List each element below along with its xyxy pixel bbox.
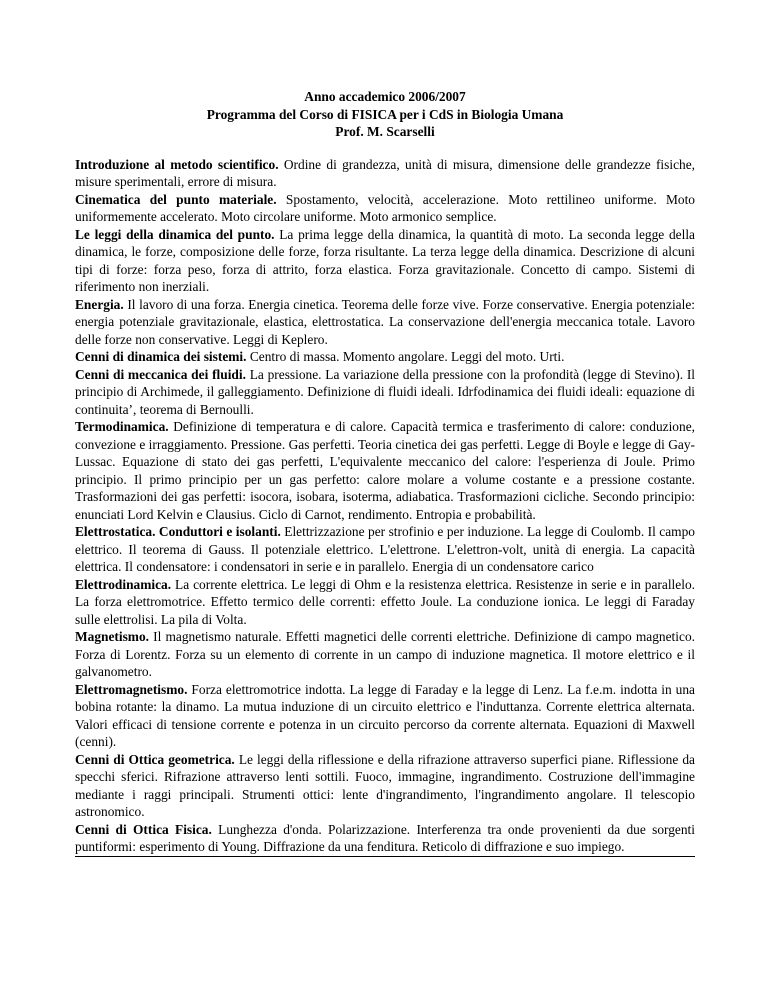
section-body: Il lavoro di una forza. Energia cinetica. Teorema delle forze vive. Forze conservative. Energia potenziale: energia potenziale gravitazionale, elastica, elettrostatica. La conservazione dell'energia meccanica totale. Lavoro delle forze non conservative. Leggi di Keplero. bbox=[75, 296, 695, 347]
professor-name: Prof. M. Scarselli bbox=[335, 124, 435, 139]
section-title: Cenni di Ottica Fisica. bbox=[75, 821, 212, 837]
section-elettrodinamica bbox=[75, 576, 695, 629]
section-cinematica bbox=[75, 191, 695, 226]
section-body: Il magnetismo naturale. Effetti magnetici delle correnti elettriche. Definizione di campo magnetico. Forza di Lorentz. Forza su un elemento di corrente in un campo di induzione magnetica. Il motore elettrico e il galvanometro. bbox=[75, 629, 695, 679]
section-title: Cenni di Ottica geometrica. bbox=[75, 751, 235, 767]
section-title: Energia. bbox=[75, 296, 124, 312]
section-title: Elettromagnetismo. bbox=[75, 681, 188, 697]
section-elettromagnetismo bbox=[75, 681, 695, 751]
section-ottica-fisica bbox=[75, 821, 695, 856]
section-body: La prima legge della dinamica, la quantità di moto. La seconda legge della dinamica, le forze, composizione delle forze, forza risultante. La terza legge della dinamica. Descrizione di alcuni tipi di forze: forza peso, forza di attrito, forza elastica. Forza gravitazionale. Concetto di campo. Sistemi di riferimento non inerziali. bbox=[75, 226, 695, 294]
section-body: La pressione. La variazione della pressione con la profondità (legge di Stevino). Il principio di Archimede, il galleggiamento. Definizione di fluidi ideali. Idrfodinamica dei fluidi ideali: equazione di continuita’, teorema di Bernoulli. bbox=[75, 366, 695, 417]
section-body: La corrente elettrica. Le leggi di Ohm e la resistenza elettrica. Resistenze in serie e in parallelo. La forza elettromotrice. Effetto termico delle correnti: effetto Joule. La conduzione ionica. Le leggi di Faraday sulle elettrolisi. La pila di Volta. bbox=[75, 576, 695, 627]
section-title: Cinematica del punto materiale. bbox=[75, 191, 277, 207]
section-magnetismo bbox=[75, 628, 695, 681]
section-termodinamica bbox=[75, 418, 695, 523]
section-body: Spostamento, velocità, accelerazione. Moto rettilineo uniforme. Moto uniformemente accelerato. Moto circolare uniforme. Moto armonico semplice. bbox=[75, 191, 695, 224]
section-body: Le leggi della riflessione e della rifrazione attraverso superfici piane. Riflessione da specchi sferici. Rifrazione attraverso lenti sottili. Fuoco, immagine, ingrandimento. Costruzione dell'immagine mediante i raggi principali. Strumenti ottici: lente d'ingrandimento, l'ingrandimento angolare. Il telescopio astronomico. bbox=[75, 751, 695, 819]
document-page bbox=[75, 88, 695, 857]
syllabus-body bbox=[75, 156, 695, 857]
section-introduzione bbox=[75, 156, 695, 191]
section-title: Cenni di meccanica dei fluidi. bbox=[75, 366, 246, 382]
section-fluidi bbox=[75, 366, 695, 419]
course-title: Programma del Corso di FISICA per i CdS in Biologia Umana bbox=[206, 106, 564, 122]
section-body: Definizione di temperatura e di calore. Capacità termica e trasferimento di calore: conduzione, convezione e irraggiamento. Pressione. Gas perfetti. Teoria cinetica dei gas perfetti. Legge di Boyle e legge di Gay-Lussac. Equazione di stato dei gas perfetti, L'equivalente meccanico del calore: l'esperienza di Joule. Primo principio. Il primo principio per un gas perfetto: calore molare a volume costante e a pressione costante. Trasformazioni dei gas perfetti: isocora, isobara, isoterma, adiabatica. Trasformazioni cicliche. Secondo principio: enunciati Lord Kelvin e Clausius. Ciclo di Carnot, rendimento. Entropia e probabilità. bbox=[75, 419, 695, 522]
section-title: Termodinamica. bbox=[75, 419, 169, 434]
section-elettrostatica bbox=[75, 523, 695, 576]
section-sistemi bbox=[75, 348, 695, 366]
academic-year: Anno accademico 2006/2007 bbox=[304, 89, 466, 104]
document-header bbox=[75, 88, 695, 141]
section-body: Forza elettromotrice indotta. La legge di Faraday e la legge di Lenz. La f.e.m. indotta in una bobina rotante: la dinamo. La mutua induzione di un circuito elettrico e l'induttanza. Corrente elettrica alternata. Valori efficaci di tensione corrente e potenza in un circuito percorso da corrente alternata. Equazioni di Maxwell (cenni). bbox=[75, 681, 695, 749]
section-body: Elettrizzazione per strofinio e per induzione. La legge di Coulomb. Il campo elettrico. Il teorema di Gauss. Il potenziale elettrico. L'elettrone. L'elettron-volt, unità di energia. La capacità elettrica. Il condensatore: i condensatori in serie e in parallelo. Energia di un condensatore carico bbox=[75, 524, 695, 574]
section-ottica-geometrica bbox=[75, 751, 695, 821]
section-title: Cenni di dinamica dei sistemi. bbox=[75, 349, 247, 364]
section-body: Lunghezza d'onda. Polarizzazione. Interferenza tra onde provenienti da due sorgenti puntiformi: esperimento di Young. Diffrazione da una fenditura. Reticolo di diffrazione e suo impiego. bbox=[75, 821, 696, 854]
section-energia bbox=[75, 296, 695, 349]
section-title: Le leggi della dinamica del punto. bbox=[75, 226, 275, 242]
section-body: Centro di massa. Momento angolare. Leggi del moto. Urti. bbox=[246, 349, 565, 364]
section-title: Elettrodinamica. bbox=[75, 576, 172, 592]
section-dinamica bbox=[75, 226, 695, 296]
section-title: Elettrostatica. Conduttori e isolanti. bbox=[75, 524, 281, 539]
section-title: Introduzione al metodo scientifico. bbox=[75, 156, 279, 172]
section-title: Magnetismo. bbox=[75, 629, 150, 644]
section-body: Ordine di grandezza, unità di misura, dimensione delle grandezze fisiche, misure sperimentali, errore di misura. bbox=[75, 156, 696, 189]
bottom-rule bbox=[75, 856, 695, 857]
